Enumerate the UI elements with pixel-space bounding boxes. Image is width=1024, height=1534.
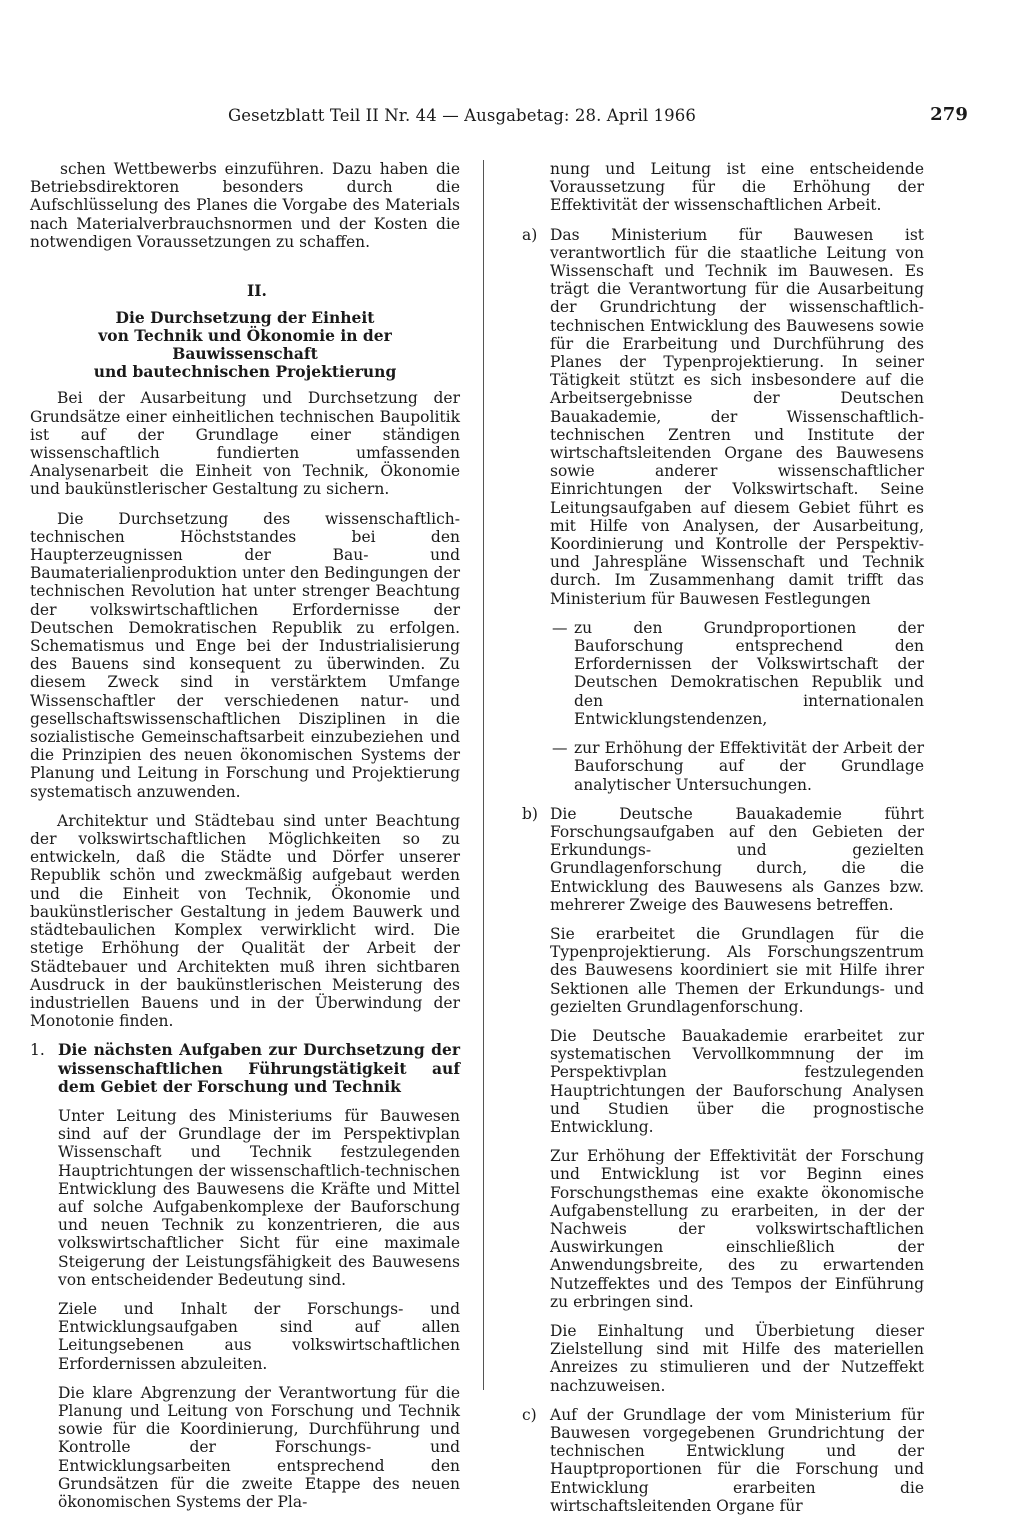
item-label: b) <box>522 804 538 823</box>
paragraph: Bei der Ausarbeitung und Durchsetzung der Grundsätze einer einheitlichen technischen Baupolitik ist auf der Grundlage einer ständigen wissenschaftlich fundierten umfassenden Analysenarbeit die Einheit von Technik, Ökonomie und baukünstlerischer Gestaltung zu sichern. <box>30 389 460 499</box>
left-column <box>30 160 460 1522</box>
item-text: Die Deutsche Bauakademie führt Forschungsaufgaben auf den Gebieten der Erkundungs- und gezielten Grundlagenforschung durch, die die Entwicklung des Bauwesens als Ganzes bzw. mehrerer Zweige des Bauwesens betreffen. <box>550 804 924 914</box>
numbered-item-1 <box>30 1041 460 1096</box>
item-label: c) <box>522 1405 537 1424</box>
paragraph: Architektur und Städtebau sind unter Beachtung der volkswirtschaftlichen Möglichkeiten so zu entwickeln, daß die Städte und Dörfer unserer Republik schön und zweckmäßig aufgebaut werden und die Einheit von Technik, Ökonomie und baukünstlerischer Gestaltung in jedem Bauwerk und städtebaulichen Komplex verwirklicht wird. Die stetige Erhöhung der Qualität der Arbeit der Städtebauer und Architekten muß ihren sichtbaren Ausdruck in der baukünstlerischen Meisterung des industriellen Bauens und in der Überwindung der Monotonie finden. <box>30 811 460 1031</box>
column-divider <box>483 160 484 1390</box>
section-heading <box>30 309 460 380</box>
item-text: Das Ministerium für Bauwesen ist verantwortlich für die staatliche Leitung von Wissenschaft und Technik im Bauwesen. Es trägt die Verantwortung für die Ausarbeitung der Grundrichtung der wissenschaftlich-technischen Entwicklung des Bauwesens sowie für die Erarbeitung und Durchführung des Planes der Typenprojektierung. In seiner Tätigkeit stützt es sich insbesondere auf die Arbeitsergebnisse der Deutschen Bauakademie, der Wissenschaftlich-technischen Zentren und Institute der wirtschaftsleitenden Organe des Bauwesens sowie anderer wissenschaftlicher Einrichtungen der Volkswirtschaft. Seine Leitungsaufgaben auf diesem Gebiet führt es mit Hilfe von Analysen, der Ausarbeitung, Koordinierung und Kontrolle der Perspektiv- und Jahrespläne Wissenschaft und Technik durch. Im Zusammenhang damit trifft das Ministerium für Bauwesen Festlegungen <box>550 225 924 608</box>
paragraph: Die Durchsetzung des wissenschaftlich-technischen Höchststandes bei den Haupterzeugnissen der Bau- und Baumaterialienproduktion unter den Bedingungen der technischen Revolution hat unter strenger Beachtung der volkswirtschaftlichen Erfordernisse der Deutschen Demokratischen Republik zu erfolgen. Schematismus und Enge bei der Industrialisierung des Bauens sind konsequent zu überwinden. Zu diesem Zweck sind in verstärktem Umfange Wissenschaftler der verschiedenen natur- und gesellschaftswissenschaftlichen Disziplinen in die sozialistische Gemeinschaftsarbeit einzubeziehen und die Prinzipien des neuen ökonomischen Systems der Planung und Leitung in Forschung und Projektierung systematisch anzuwenden. <box>30 509 460 801</box>
dash-item <box>522 739 924 794</box>
list-item-c <box>522 1406 924 1515</box>
paragraph: Unter Leitung des Ministeriums für Bauwesen sind auf der Grundlage der im Perspektivplan Wissenschaft und Technik festzulegenden Hauptrichtungen der wissenschaftlich-technischen Entwicklung des Bauwesens die Kräfte und Mittel auf solche Aufgabenkomplexe der Bauforschung und neuen Technik zu konzentrieren, die aus volkswirtschaftlicher Sicht für eine maximale Steigerung der Leistungsfähigkeit des Bauwesens von entscheidender Bedeutung sind. <box>58 1106 460 1289</box>
section-heading-line: Die Durchsetzung der Einheit <box>115 308 375 328</box>
dash-item <box>522 619 924 728</box>
dash-marker: — <box>552 618 568 637</box>
dash-text: zur Erhöhung der Effektivität der Arbeit der Bauforschung auf der Grundlage analytischer Untersuchungen. <box>574 739 924 794</box>
section-heading-line: und bautechnischen Projektierung <box>93 361 397 381</box>
paragraph-intro: schen Wettbewerbs einzuführen. Dazu haben die Betriebsdirektoren besonders durch die Aufschlüsselung des Planes die Vorgabe des Materials nach Materialverbrauchsnormen und der Kosten die notwendigen Voraussetzungen zu schaffen. <box>30 160 460 251</box>
item-text: Auf der Grundlage der vom Ministerium für Bauwesen vorgegebenen Grundrichtung der technischen Entwicklung und der Hauptproportionen für die Forschung und Entwicklung erarbeiten die wirtschaftsleitenden Organe für <box>550 1405 924 1515</box>
dash-marker: — <box>552 739 568 758</box>
section-heading-line: von Technik und Ökonomie in der Bauwissenschaft <box>98 326 392 363</box>
spacer <box>30 262 460 282</box>
paragraph: Zur Erhöhung der Effektivität der Forschung und Entwicklung ist vor Beginn eines Forschungsthemas eine exakte ökonomische Aufgabenstellung zu erarbeiten, in der der Nachweis der volkswirtschaftlichen Auswirkungen einschließlich der Anwendungsbreite, des zu erwartenden Nutzeffektes und des Tempos der Einführung zu erbringen sind. <box>550 1147 924 1311</box>
list-item-b <box>522 805 924 914</box>
item-label: a) <box>522 225 538 244</box>
paragraph: Sie erarbeitet die Grundlagen für die Typenprojektierung. Als Forschungszentrum des Bauwesens koordiniert sie mit Hilfe ihrer Sektionen alle Themen der Erkundungs- und gezielten Grundlagenforschung. <box>550 924 924 1016</box>
page-header <box>228 102 968 132</box>
page-number: 279 <box>930 104 968 125</box>
right-column <box>522 160 924 1526</box>
dash-text: zu den Grundproportionen der Bauforschung entsprechend den Erfordernissen der Volkswirtschaft der Deutschen Demokratischen Republik und den internationalen Entwicklungstendenzen, <box>574 618 924 728</box>
running-title: Gesetzblatt Teil II Nr. 44 — Ausgabetag: 28. April 1966 <box>228 106 696 125</box>
list-item-a <box>522 226 924 608</box>
paragraph: Die Deutsche Bauakademie erarbeitet zur systematischen Vervollkommnung der im Perspektivplan festzulegenden Hauptrichtungen der Bauforschung Analysen und Studien über die prognostische Entwicklung. <box>550 1026 924 1136</box>
paragraph: Ziele und Inhalt der Forschungs- und Entwicklungsaufgaben sind auf allen Leitungsebenen aus volkswirtschaftlichen Erfordernissen abzuleiten. <box>58 1299 460 1373</box>
paragraph: Die Einhaltung und Überbietung dieser Zielstellung sind mit Hilfe des materiellen Anreizes zu stimulieren und der Nutzeffekt nachzuweisen. <box>550 1321 924 1395</box>
paragraph-continued: nung und Leitung ist eine entscheidende Voraussetzung für die Erhöhung der Effektivität der wissenschaftlichen Arbeit. <box>550 160 924 215</box>
item-number: 1. <box>30 1041 45 1060</box>
paragraph: Die klare Abgrenzung der Verantwortung für die Planung und Leitung von Forschung und Technik sowie für die Koordinierung, Durchführung und Kontrolle der Forschungs- und Entwicklungsarbeiten entsprechend den Grundsätzen für die zweite Etappe des neuen ökonomischen Systems der Pla- <box>58 1383 460 1511</box>
item-heading: Die nächsten Aufgaben zur Durchsetzung der wissenschaftlichen Führungstätigkeit auf dem Gebiet der Forschung und Technik <box>58 1040 460 1096</box>
section-number: II. <box>247 281 267 301</box>
